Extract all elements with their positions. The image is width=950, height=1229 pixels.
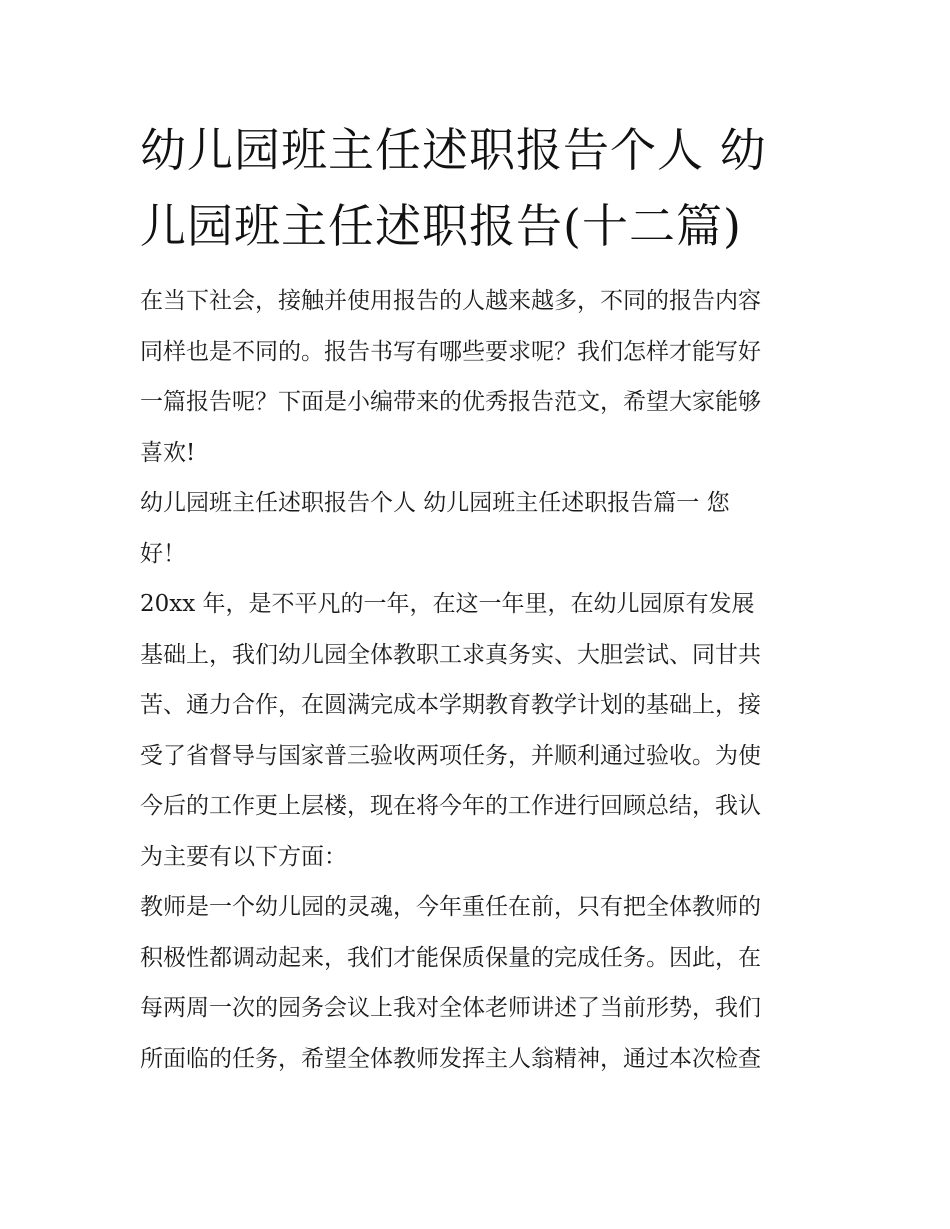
paragraph-line: 今后的工作更上层楼，现在将今年的工作进行回顾总结，我认 xyxy=(140,793,761,819)
section-heading-line: 幼儿园班主任述职报告个人 幼儿园班主任述职报告篇一 您 xyxy=(140,490,730,516)
title-line: 幼儿园班主任述职报告个人 幼 xyxy=(140,123,767,177)
intro-line: 同样也是不同的。报告书写有哪些要求呢？我们怎样才能写好 xyxy=(140,338,761,365)
intro-line: 喜欢! xyxy=(140,439,196,466)
paragraph-line: 所面临的任务，希望全体教师发挥主人翁精神，通过本次检查 xyxy=(140,1045,761,1072)
paragraph-line: 为主要有以下方面： xyxy=(140,843,347,870)
greeting-line: 好！ xyxy=(140,540,186,567)
paragraph-line: 20xx 年，是不平凡的一年，在这一年里，在幼儿园原有发展 xyxy=(140,591,755,617)
intro-line: 在当下社会，接触并使用报告的人越来越多，不同的报告内容 xyxy=(140,288,761,314)
intro-line: 一篇报告呢？下面是小编带来的优秀报告范文，希望大家能够 xyxy=(140,389,761,415)
title-line: 儿园班主任述职报告(十二篇) xyxy=(140,199,742,253)
paragraph-line: 受了省督导与国家普三验收两项任务，并顺利通过验收。为使 xyxy=(140,742,761,769)
document-title xyxy=(140,112,820,264)
paragraph-line: 积极性都调动起来，我们才能保质保量的完成任务。因此，在 xyxy=(140,944,761,971)
paragraph-line: 基础上，我们幼儿园全体教职工求真务实、大胆尝试、同甘共 xyxy=(140,641,761,668)
document-body xyxy=(140,276,820,1084)
paragraph-line: 每两周一次的园务会议上我对全体老师讲述了当前形势，我们 xyxy=(140,995,761,1021)
paragraph-line: 苦、通力合作，在圆满完成本学期教育教学计划的基础上，接 xyxy=(140,692,761,718)
paragraph-line: 教师是一个幼儿园的灵魂，今年重任在前，只有把全体教师的 xyxy=(140,894,761,920)
